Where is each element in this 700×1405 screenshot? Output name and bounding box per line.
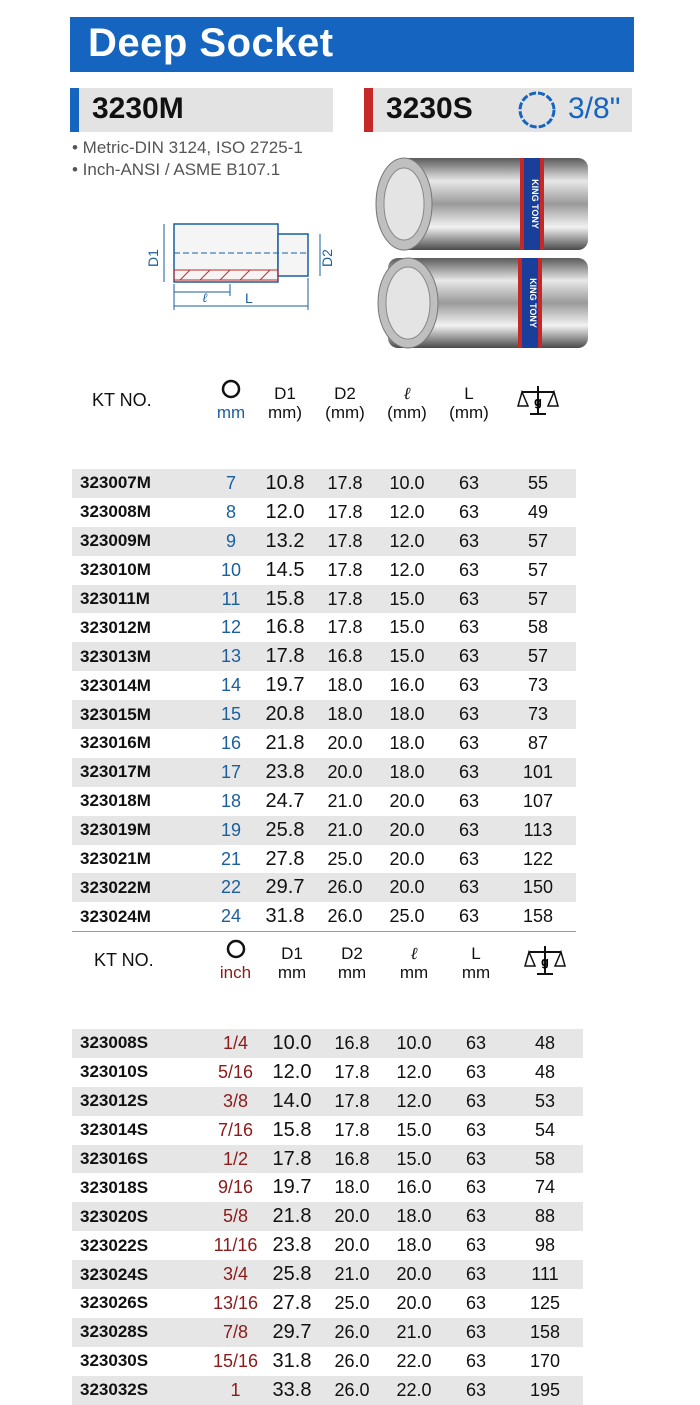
header-kt-no: KT NO. bbox=[94, 950, 154, 970]
header-l-small-label: ℓ bbox=[410, 944, 418, 963]
table-row bbox=[72, 787, 576, 816]
l-value: 63 bbox=[438, 585, 500, 614]
table-row bbox=[72, 729, 576, 758]
weight-value: 57 bbox=[500, 527, 576, 556]
inch-spec-table bbox=[72, 935, 583, 1405]
size: 17 bbox=[206, 758, 256, 787]
d1-value: 29.7 bbox=[263, 1318, 321, 1347]
d1-value: 14.5 bbox=[265, 558, 305, 581]
l-value: 63 bbox=[438, 816, 500, 845]
size: 22 bbox=[206, 873, 256, 902]
kt-number: 323018M bbox=[80, 791, 151, 811]
d2-value: 16.8 bbox=[314, 642, 376, 671]
kt-number: 323014M bbox=[80, 675, 151, 695]
table-row bbox=[72, 642, 576, 671]
kt-number: 323013M bbox=[72, 642, 206, 671]
l-small-value: 22.0 bbox=[383, 1376, 445, 1405]
d1-value: 16.8 bbox=[265, 616, 305, 639]
size: 15 bbox=[206, 700, 256, 729]
l-small-value: 20.0 bbox=[389, 790, 425, 811]
weight-value: 122 bbox=[522, 848, 554, 869]
d2-value: 16.8 bbox=[321, 1029, 383, 1058]
d1-value: 15.8 bbox=[272, 1118, 312, 1141]
weight-value: 57 bbox=[500, 585, 576, 614]
header-l-small bbox=[376, 375, 438, 422]
l-value: 63 bbox=[458, 501, 480, 522]
weight-value: 48 bbox=[534, 1061, 556, 1082]
header-l-unit: mm bbox=[461, 963, 491, 982]
l-value: 63 bbox=[465, 1350, 487, 1371]
header-size bbox=[208, 935, 263, 982]
weight-value: 98 bbox=[534, 1235, 556, 1256]
l-small-value: 20.0 bbox=[396, 1292, 432, 1313]
metric-table-body bbox=[72, 469, 576, 932]
weight-value: 101 bbox=[500, 758, 576, 787]
d2-value: 26.0 bbox=[321, 1318, 383, 1347]
weight-value: 150 bbox=[500, 873, 576, 902]
l-small-value: 20.0 bbox=[383, 1260, 445, 1289]
table-row bbox=[72, 613, 576, 642]
d2-value: 18.0 bbox=[334, 1177, 370, 1198]
d2-value: 17.8 bbox=[334, 1119, 370, 1140]
header-l bbox=[445, 935, 507, 982]
l-value: 63 bbox=[445, 1260, 507, 1289]
kt-number: 323024S bbox=[72, 1260, 208, 1289]
l-small-value: 12.0 bbox=[383, 1087, 445, 1116]
d1-value: 23.8 bbox=[272, 1234, 312, 1257]
l-value: 63 bbox=[445, 1145, 507, 1174]
table-row bbox=[72, 498, 576, 527]
kt-number: 323010M bbox=[80, 560, 151, 580]
d2-value: 26.0 bbox=[314, 873, 376, 902]
kt-number: 323026S bbox=[80, 1293, 149, 1313]
kt-number: 323028S bbox=[72, 1318, 208, 1347]
l-small-value: 12.0 bbox=[389, 501, 425, 522]
weight-value: 113 bbox=[500, 816, 576, 845]
l-value: 63 bbox=[438, 700, 500, 729]
size: 9/16 bbox=[217, 1177, 254, 1198]
d2-label: D2 bbox=[319, 249, 335, 267]
weight-value: 53 bbox=[507, 1087, 583, 1116]
socket-opening-icon bbox=[220, 379, 242, 399]
d2-value: 20.0 bbox=[321, 1202, 383, 1231]
size: 8 bbox=[225, 501, 236, 522]
socket-product-photo bbox=[368, 140, 618, 355]
title-banner bbox=[70, 17, 634, 72]
d1-value: 10.0 bbox=[263, 1029, 321, 1058]
size: 3/8 bbox=[208, 1087, 263, 1116]
weight-value: 49 bbox=[527, 501, 549, 522]
l-value: 63 bbox=[438, 469, 500, 498]
metric-spec-table bbox=[72, 375, 576, 932]
weight-value: 158 bbox=[522, 906, 554, 927]
size: 11 bbox=[206, 585, 256, 614]
d1-value: 14.0 bbox=[263, 1087, 321, 1116]
l-small-value: 15.0 bbox=[376, 585, 438, 614]
l-value: 63 bbox=[465, 1235, 487, 1256]
table-row bbox=[72, 845, 576, 874]
l-value: 63 bbox=[458, 675, 480, 696]
kt-number: 323018S bbox=[80, 1177, 149, 1197]
weight-value: 111 bbox=[507, 1260, 583, 1289]
size: 1/2 bbox=[208, 1145, 263, 1174]
table-row bbox=[72, 1173, 583, 1202]
kt-number: 323016S bbox=[72, 1145, 208, 1174]
header-l-label: L bbox=[464, 384, 474, 403]
d2-value: 17.8 bbox=[314, 585, 376, 614]
kt-number: 323022S bbox=[80, 1235, 149, 1255]
size: 19 bbox=[206, 816, 256, 845]
weight-value: 170 bbox=[529, 1350, 561, 1371]
d1-value: 24.7 bbox=[265, 789, 305, 812]
l-small-value: 12.0 bbox=[396, 1061, 432, 1082]
d2-value: 17.8 bbox=[334, 1061, 370, 1082]
size: 3/4 bbox=[208, 1260, 263, 1289]
d1-value: 17.8 bbox=[263, 1145, 321, 1174]
d2-value: 20.0 bbox=[314, 758, 376, 787]
l-value: 63 bbox=[465, 1292, 487, 1313]
l-value: 63 bbox=[465, 1119, 487, 1140]
d2-value: 17.8 bbox=[327, 617, 363, 638]
d1-value: 12.0 bbox=[272, 1060, 312, 1083]
d2-value: 17.8 bbox=[314, 527, 376, 556]
standard-metric: • Metric-DIN 3124, ISO 2725-1 bbox=[72, 138, 303, 157]
l-small-value: 15.0 bbox=[376, 642, 438, 671]
table-row bbox=[72, 700, 576, 729]
header-size-unit: mm bbox=[216, 403, 246, 422]
d1-value: 21.8 bbox=[265, 731, 305, 754]
l-value: 63 bbox=[465, 1061, 487, 1082]
kt-number: 323022M bbox=[72, 873, 206, 902]
table-row bbox=[72, 1231, 583, 1260]
d1-value: 12.0 bbox=[265, 500, 305, 523]
table-row bbox=[72, 1202, 583, 1231]
kt-number: 323020S bbox=[72, 1202, 208, 1231]
size: 18 bbox=[220, 790, 242, 811]
kt-number: 323008M bbox=[80, 502, 151, 522]
d1-value: 19.7 bbox=[272, 1176, 312, 1199]
l-value: 63 bbox=[458, 559, 480, 580]
size: 24 bbox=[220, 906, 242, 927]
header-weight bbox=[507, 935, 583, 982]
d1-value: 31.8 bbox=[272, 1349, 312, 1372]
d1-value: 17.8 bbox=[256, 642, 314, 671]
d1-value: 27.8 bbox=[272, 1291, 312, 1314]
table-row bbox=[72, 816, 576, 845]
size: 7/16 bbox=[217, 1119, 254, 1140]
table-row bbox=[72, 1318, 583, 1347]
weight-scale-icon bbox=[525, 944, 565, 978]
header-l-small-unit: (mm) bbox=[387, 403, 427, 422]
table-row bbox=[72, 469, 576, 498]
table-row bbox=[72, 1145, 583, 1174]
l-small-value: 20.0 bbox=[389, 848, 425, 869]
l-small-value: 12.0 bbox=[389, 559, 425, 580]
kt-number: 323012M bbox=[80, 617, 151, 637]
kt-number: 323011M bbox=[72, 585, 206, 614]
weight-value: 48 bbox=[507, 1029, 583, 1058]
table-row bbox=[72, 1289, 583, 1318]
brand-label-bottom: KING TONY bbox=[528, 278, 538, 328]
l-small-value: 15.0 bbox=[396, 1119, 432, 1140]
d1-value: 19.7 bbox=[265, 674, 305, 697]
blue-marker bbox=[70, 88, 79, 132]
kt-number: 323009M bbox=[72, 527, 206, 556]
d1-value: 23.8 bbox=[256, 758, 314, 787]
header-kt-no: KT NO. bbox=[92, 390, 152, 410]
l-value: 63 bbox=[445, 1202, 507, 1231]
size: 5/16 bbox=[217, 1061, 254, 1082]
l-label: L bbox=[245, 290, 253, 306]
table-row bbox=[72, 1116, 583, 1145]
l-value: 63 bbox=[438, 758, 500, 787]
header-d2 bbox=[314, 375, 376, 422]
l-small-value: 18.0 bbox=[383, 1202, 445, 1231]
header-l-unit: (mm) bbox=[449, 403, 489, 422]
d2-value: 20.0 bbox=[334, 1235, 370, 1256]
weight-value: 73 bbox=[500, 700, 576, 729]
weight-value: 74 bbox=[534, 1177, 556, 1198]
size: 7 bbox=[206, 469, 256, 498]
weight-value: 158 bbox=[507, 1318, 583, 1347]
header-l bbox=[438, 375, 500, 422]
size: 1/4 bbox=[208, 1029, 263, 1058]
size: 7/8 bbox=[208, 1318, 263, 1347]
d2-value: 26.0 bbox=[334, 1350, 370, 1371]
l-value: 63 bbox=[438, 873, 500, 902]
d2-value: 25.0 bbox=[327, 848, 363, 869]
header-d1 bbox=[263, 935, 321, 982]
d2-value: 17.8 bbox=[327, 501, 363, 522]
d2-value: 26.0 bbox=[327, 906, 363, 927]
size: 16 bbox=[220, 732, 242, 753]
kt-number: 323012S bbox=[72, 1087, 208, 1116]
size: 14 bbox=[220, 675, 242, 696]
header-l-small-unit: mm bbox=[399, 963, 429, 982]
size: 15/16 bbox=[212, 1350, 259, 1371]
weight-value: 55 bbox=[500, 469, 576, 498]
weight-value: 107 bbox=[522, 790, 554, 811]
header-l-small bbox=[383, 935, 445, 982]
l-small-value: 16.0 bbox=[396, 1177, 432, 1198]
d1-value: 20.8 bbox=[256, 700, 314, 729]
weight-value: 88 bbox=[507, 1202, 583, 1231]
inch-model-number: 3230S bbox=[386, 92, 473, 125]
l-value: 63 bbox=[438, 642, 500, 671]
size: 13/16 bbox=[212, 1292, 259, 1313]
size: 5/8 bbox=[208, 1202, 263, 1231]
d2-value: 18.0 bbox=[327, 675, 363, 696]
kt-number: 323021M bbox=[80, 849, 151, 869]
weight-value: 58 bbox=[527, 617, 549, 638]
l-small-value: 18.0 bbox=[376, 758, 438, 787]
weight-value: 195 bbox=[507, 1376, 583, 1405]
l-value: 63 bbox=[445, 1029, 507, 1058]
l-small-value: 20.0 bbox=[376, 873, 438, 902]
weight-value: 57 bbox=[527, 559, 549, 580]
kt-number: 323032S bbox=[72, 1376, 208, 1405]
standards-list bbox=[72, 137, 303, 181]
weight-value: 87 bbox=[527, 732, 549, 753]
weight-value: 58 bbox=[507, 1145, 583, 1174]
d1-label: D1 bbox=[145, 249, 161, 267]
red-marker bbox=[364, 88, 373, 132]
header-d1-unit: mm) bbox=[268, 403, 302, 422]
header-d2 bbox=[321, 935, 383, 982]
table-row bbox=[72, 902, 576, 931]
kt-number: 323007M bbox=[72, 469, 206, 498]
kt-number: 323017M bbox=[72, 758, 206, 787]
d2-value: 21.0 bbox=[327, 790, 363, 811]
size: 12 bbox=[220, 617, 242, 638]
weight-value: 73 bbox=[527, 675, 549, 696]
l-value: 63 bbox=[458, 790, 480, 811]
table-row bbox=[72, 1087, 583, 1116]
size: 21 bbox=[220, 848, 242, 869]
page-title: Deep Socket bbox=[88, 21, 334, 65]
table-row bbox=[72, 1376, 583, 1405]
header-l-small-label: ℓ bbox=[403, 384, 411, 403]
d2-value: 20.0 bbox=[327, 732, 363, 753]
l-small-value: 16.0 bbox=[389, 675, 425, 696]
header-d2-unit: mm bbox=[337, 963, 367, 982]
l-small-value: 22.0 bbox=[396, 1350, 432, 1371]
d1-value: 21.8 bbox=[263, 1202, 321, 1231]
size: 13 bbox=[206, 642, 256, 671]
d1-value: 29.7 bbox=[256, 873, 314, 902]
l-small-value: 10.0 bbox=[383, 1029, 445, 1058]
weight-unit: g bbox=[541, 954, 549, 969]
d1-value: 27.8 bbox=[265, 847, 305, 870]
kt-number: 323008S bbox=[72, 1029, 208, 1058]
d1-value: 13.2 bbox=[256, 527, 314, 556]
d2-value: 17.8 bbox=[327, 559, 363, 580]
kt-number: 323010S bbox=[80, 1062, 149, 1082]
header-d1-label: D1 bbox=[281, 944, 303, 963]
socket-opening-icon bbox=[225, 939, 247, 959]
l-small-value: 25.0 bbox=[389, 906, 425, 927]
kt-number: 323014S bbox=[80, 1120, 149, 1140]
table-row bbox=[72, 1347, 583, 1376]
standard-inch: • Inch-ANSI / ASME B107.1 bbox=[72, 160, 281, 179]
weight-unit: g bbox=[534, 394, 542, 409]
header-size bbox=[206, 375, 256, 422]
brand-label-top: KING TONY bbox=[530, 179, 540, 229]
drive-size: 3/8" bbox=[568, 92, 621, 125]
header-d2-unit: (mm) bbox=[325, 403, 365, 422]
size: 10 bbox=[220, 559, 242, 580]
d2-value: 17.8 bbox=[314, 469, 376, 498]
header-d1-label: D1 bbox=[274, 384, 296, 403]
l-small-label: ℓ bbox=[202, 290, 208, 305]
size: 11/16 bbox=[213, 1235, 258, 1256]
d2-value: 18.0 bbox=[314, 700, 376, 729]
d1-value: 25.8 bbox=[256, 816, 314, 845]
table-row bbox=[72, 1260, 583, 1289]
weight-value: 125 bbox=[529, 1292, 561, 1313]
table-row bbox=[72, 527, 576, 556]
l-value: 63 bbox=[458, 848, 480, 869]
kt-number: 323019M bbox=[72, 816, 206, 845]
socket-dimension-diagram bbox=[145, 212, 340, 312]
weight-value: 57 bbox=[500, 642, 576, 671]
size: 1 bbox=[208, 1376, 263, 1405]
header-d1 bbox=[256, 375, 314, 422]
d2-value: 21.0 bbox=[321, 1260, 383, 1289]
l-small-value: 10.0 bbox=[376, 469, 438, 498]
l-value: 63 bbox=[458, 617, 480, 638]
table-row bbox=[72, 556, 576, 585]
header-d1-unit: mm bbox=[277, 963, 307, 982]
d1-value: 33.8 bbox=[263, 1376, 321, 1405]
size: 9 bbox=[206, 527, 256, 556]
l-small-value: 15.0 bbox=[389, 617, 425, 638]
d1-value: 10.8 bbox=[256, 469, 314, 498]
d2-value: 26.0 bbox=[321, 1376, 383, 1405]
l-value: 63 bbox=[458, 906, 480, 927]
twelve-point-icon bbox=[515, 90, 559, 130]
kt-number: 323030S bbox=[80, 1351, 149, 1371]
metric-model-number: 3230M bbox=[92, 92, 184, 125]
d1-value: 25.8 bbox=[263, 1260, 321, 1289]
weight-value: 54 bbox=[534, 1119, 556, 1140]
l-value: 63 bbox=[445, 1318, 507, 1347]
kt-number: 323016M bbox=[80, 733, 151, 753]
d2-value: 25.0 bbox=[334, 1292, 370, 1313]
table-row bbox=[72, 758, 576, 787]
table-row bbox=[72, 671, 576, 700]
table-row bbox=[72, 1058, 583, 1087]
header-size-unit: inch bbox=[219, 963, 252, 982]
l-small-value: 18.0 bbox=[376, 700, 438, 729]
l-value: 63 bbox=[438, 527, 500, 556]
l-value: 63 bbox=[445, 1087, 507, 1116]
l-small-value: 21.0 bbox=[383, 1318, 445, 1347]
l-small-value: 18.0 bbox=[389, 732, 425, 753]
d2-value: 17.8 bbox=[321, 1087, 383, 1116]
d2-value: 21.0 bbox=[314, 816, 376, 845]
table-row bbox=[72, 1029, 583, 1058]
table-row bbox=[72, 585, 576, 614]
weight-scale-icon bbox=[518, 384, 558, 418]
l-small-value: 12.0 bbox=[376, 527, 438, 556]
l-value: 63 bbox=[458, 732, 480, 753]
kt-number: 323015M bbox=[72, 700, 206, 729]
table-row bbox=[72, 873, 576, 902]
l-small-value: 18.0 bbox=[396, 1235, 432, 1256]
header-d2-label: D2 bbox=[334, 384, 356, 403]
d1-value: 15.8 bbox=[256, 585, 314, 614]
l-value: 63 bbox=[445, 1376, 507, 1405]
l-value: 63 bbox=[465, 1177, 487, 1198]
inch-table-body bbox=[72, 1029, 583, 1405]
kt-number: 323024M bbox=[80, 906, 151, 926]
d2-value: 16.8 bbox=[321, 1145, 383, 1174]
d1-value: 31.8 bbox=[265, 905, 305, 928]
metric-model-bar bbox=[70, 88, 333, 132]
header-d2-label: D2 bbox=[341, 944, 363, 963]
header-l-label: L bbox=[471, 944, 481, 963]
header-weight bbox=[500, 375, 576, 422]
l-small-value: 15.0 bbox=[383, 1145, 445, 1174]
l-small-value: 20.0 bbox=[376, 816, 438, 845]
